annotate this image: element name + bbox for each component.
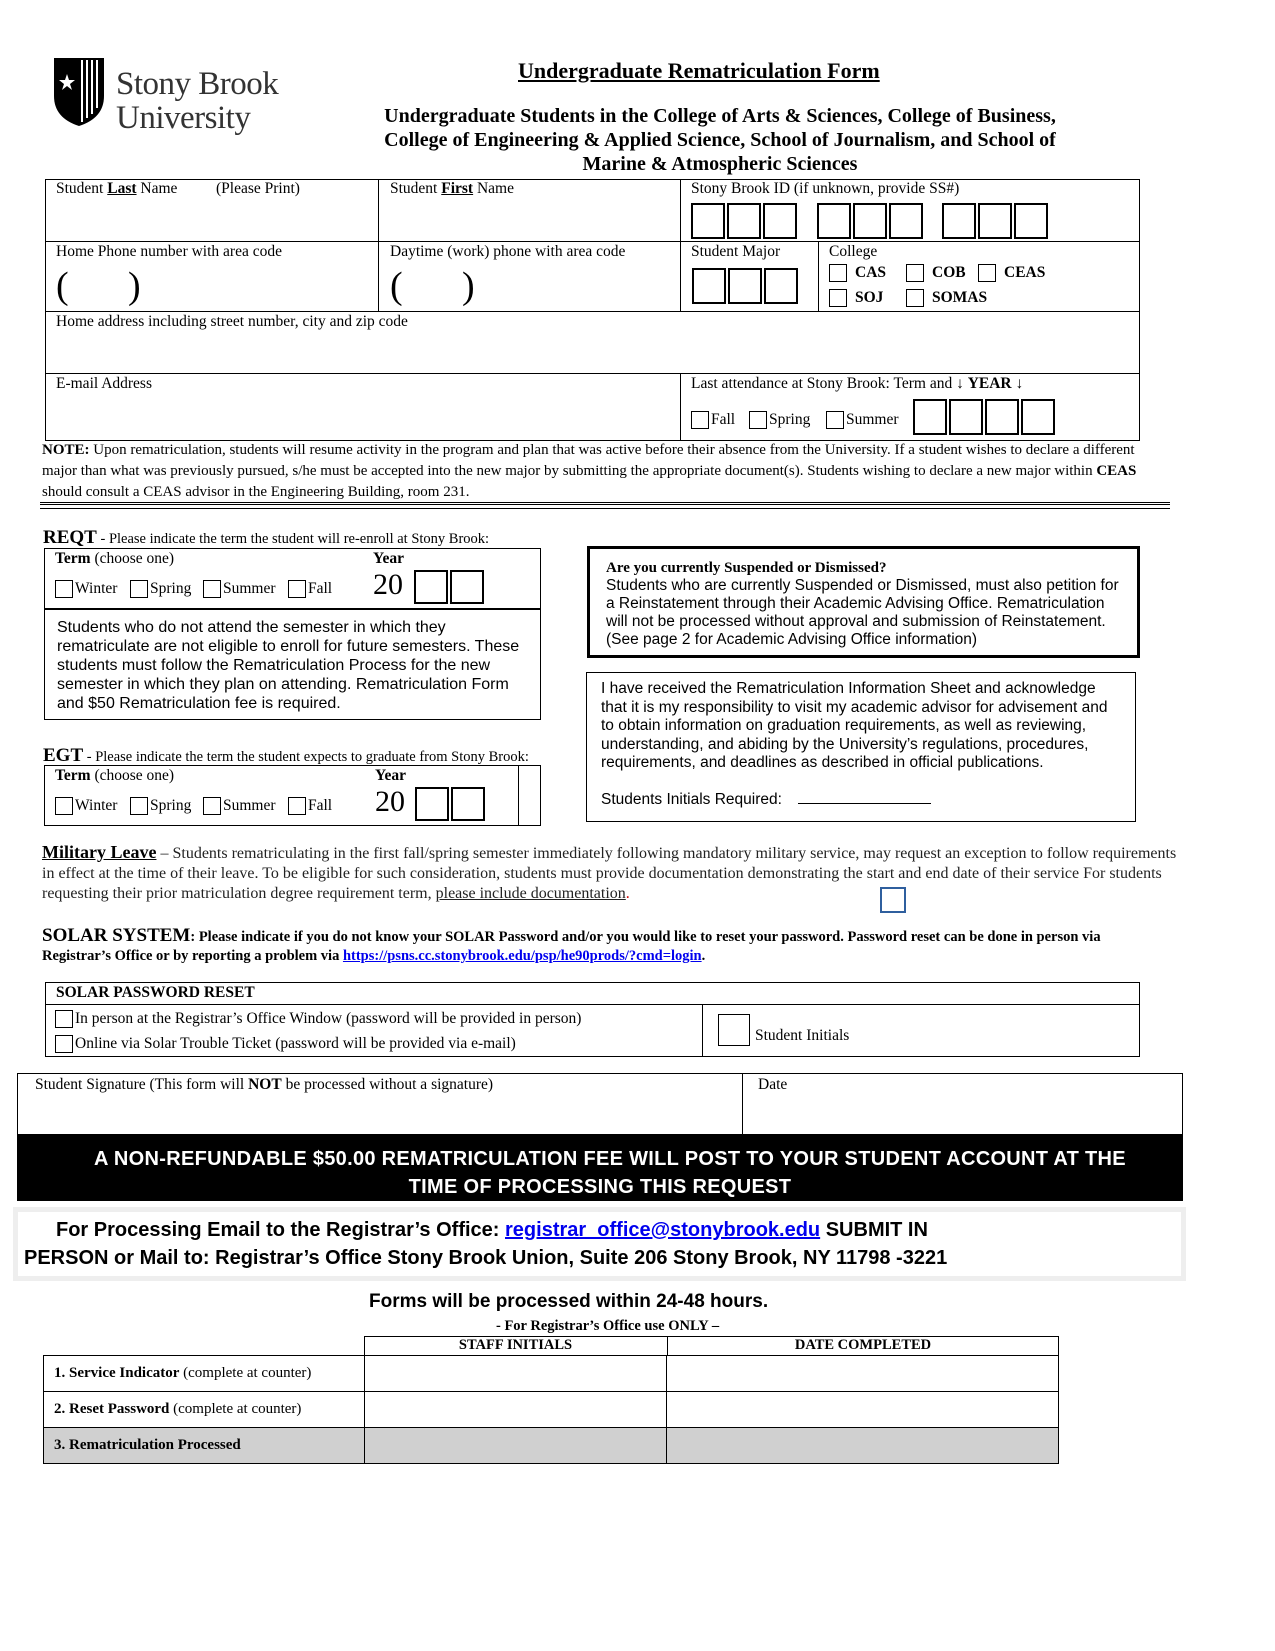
college-label: College bbox=[829, 243, 878, 260]
last-term-fall[interactable]: Fall bbox=[691, 411, 735, 429]
egt-heading: EGT - Please indicate the term the student expects to graduate from Stony Brook: bbox=[43, 745, 529, 766]
egt-term-label: Term (choose one) bbox=[55, 767, 175, 784]
egt-term-summer[interactable]: Summer bbox=[203, 797, 276, 815]
reqt-term-label: Term (choose one) bbox=[55, 550, 175, 567]
reqt-term-fall[interactable]: Fall bbox=[288, 580, 332, 598]
checkbox[interactable] bbox=[55, 797, 73, 815]
initials-required-label: Students Initials Required: bbox=[601, 790, 1121, 809]
address-input[interactable] bbox=[50, 334, 1134, 370]
checkbox[interactable] bbox=[288, 580, 306, 598]
date-completed-cell[interactable] bbox=[667, 1392, 1059, 1428]
table-row bbox=[44, 1428, 1059, 1464]
fee-banner-line: TIME OF PROCESSING THIS REQUEST bbox=[408, 1176, 792, 1198]
checkbox[interactable] bbox=[691, 411, 709, 429]
signature-label: Student Signature (This form will NOT be processed without a signature) bbox=[35, 1076, 494, 1093]
solar-option-online[interactable]: Online via Solar Trouble Ticket (password will be provided via e-mail) bbox=[55, 1035, 516, 1053]
college-option-ceas[interactable]: CEAS bbox=[978, 264, 1045, 282]
email-label: E-mail Address bbox=[56, 375, 152, 392]
reqt-info-box bbox=[44, 609, 541, 720]
col-date-completed: DATE COMPLETED bbox=[794, 1337, 932, 1353]
university-logo bbox=[52, 56, 292, 136]
solar-link[interactable]: https://psns.cc.stonybrook.edu/psp/he90prods/?cmd=login bbox=[342, 948, 702, 964]
reqt-year-prefix: 20 bbox=[373, 568, 403, 601]
checkbox[interactable] bbox=[55, 580, 73, 598]
military-documentation-checkbox[interactable] bbox=[880, 887, 906, 913]
processing-box bbox=[13, 1207, 1186, 1281]
checkbox[interactable] bbox=[288, 797, 306, 815]
processing-line: For Processing Email to the Registrar’s Office: registrar_office@stonybrook.edu SUBMIT IN bbox=[56, 1219, 928, 1241]
reqt-info-text: Students who do not attend the semester in which they rematriculate are not eligible to enroll for future semesters. These students must follow the Rematriculation Process for the new semester in which they plan on attending. Rematriculation Form and $50 Rematriculation fee is required. bbox=[57, 619, 520, 712]
checkbox[interactable] bbox=[203, 797, 221, 815]
note-paragraph: NOTE: Upon rematriculation, students will resume activity in the program and plan that was active before their absence from the University. If a student wishes to declare a different major than what was previously pursued, s/he must be accepted into the new major by submitting the appropriate document(s). Students wishing to declare a new major within CEAS should consult a CEAS advisor in the Engineering Building, room 231. bbox=[42, 442, 1137, 500]
student-initials-box[interactable] bbox=[718, 1014, 750, 1046]
row-label: 1. Service Indicator (complete at counter) bbox=[44, 1356, 365, 1392]
reqt-year-label: Year bbox=[373, 550, 404, 567]
row-label: 3. Rematriculation Processed bbox=[44, 1428, 365, 1464]
address-label: Home address including street number, city and zip code bbox=[56, 313, 408, 330]
subtitle-line: College of Engineering & Applied Science, School of Journalism, and School of bbox=[384, 129, 1056, 151]
email-input[interactable] bbox=[50, 398, 674, 436]
last-name-input[interactable] bbox=[50, 202, 374, 238]
college-option-somas[interactable]: SOMAS bbox=[906, 289, 987, 307]
reqt-heading: REQT - Please indicate the term the student will re-enroll at Stony Brook: bbox=[43, 527, 490, 548]
acknowledge-box bbox=[586, 672, 1136, 822]
last-name-label: Student Last Name bbox=[56, 180, 178, 197]
divider bbox=[40, 502, 1170, 509]
checkbox[interactable] bbox=[55, 1035, 73, 1053]
egt-term-winter[interactable]: Winter bbox=[55, 797, 117, 815]
work-phone-label: Daytime (work) phone with area code bbox=[390, 243, 626, 260]
college-option-cas[interactable]: CAS bbox=[829, 264, 886, 282]
staff-initials-cell[interactable] bbox=[365, 1356, 667, 1392]
checkbox[interactable] bbox=[749, 411, 767, 429]
table-row bbox=[44, 1356, 1059, 1392]
college-option-cob[interactable]: COB bbox=[906, 264, 966, 282]
col-staff-initials: STAFF INITIALS bbox=[458, 1337, 573, 1353]
subtitle-line: Undergraduate Students in the College of Arts & Sciences, College of Business, bbox=[384, 105, 1056, 127]
fee-banner bbox=[17, 1135, 1183, 1201]
fee-banner-line: A NON-REFUNDABLE $50.00 REMATRICULATION FEE WILL POST TO YOUR STUDENT ACCOUNT AT THE bbox=[94, 1148, 1126, 1170]
shield-icon bbox=[52, 56, 106, 128]
checkbox[interactable] bbox=[906, 289, 924, 307]
checkbox[interactable] bbox=[829, 289, 847, 307]
work-phone-paren-close: ) bbox=[462, 265, 475, 307]
date-input[interactable] bbox=[750, 1098, 1179, 1132]
home-phone-input[interactable] bbox=[150, 270, 374, 306]
home-phone-paren-close: ) bbox=[128, 265, 141, 307]
reqt-term-winter[interactable]: Winter bbox=[55, 580, 117, 598]
egt-term-fall[interactable]: Fall bbox=[288, 797, 332, 815]
suspended-title: Are you currently Suspended or Dismissed? bbox=[606, 560, 887, 576]
last-term-spring[interactable]: Spring bbox=[749, 411, 810, 429]
egt-term-spring[interactable]: Spring bbox=[130, 797, 191, 815]
date-label: Date bbox=[758, 1076, 788, 1093]
checkbox[interactable] bbox=[203, 580, 221, 598]
date-completed-cell[interactable] bbox=[667, 1356, 1059, 1392]
date-completed-cell[interactable] bbox=[667, 1428, 1059, 1464]
suspended-text: Students who are currently Suspended or Dismissed, must also petition for a Reinstatement through their Academic Advising Office. Rematriculation will not be processed without approval and submission of Reinstatement. (See page 2 for Academic Advising Office information) bbox=[606, 577, 1119, 648]
checkbox[interactable] bbox=[829, 264, 847, 282]
sbid-label: Stony Brook ID (if unknown, provide SS#) bbox=[691, 180, 960, 197]
work-phone-paren-open: ( bbox=[390, 265, 403, 307]
reqt-term-spring[interactable]: Spring bbox=[130, 580, 191, 598]
table-row bbox=[44, 1392, 1059, 1428]
checkbox[interactable] bbox=[130, 580, 148, 598]
staff-initials-cell[interactable] bbox=[365, 1428, 667, 1464]
suspended-notice-box bbox=[587, 546, 1140, 658]
home-phone-label: Home Phone number with area code bbox=[56, 243, 282, 260]
student-initials-label: Student Initials bbox=[755, 1027, 850, 1044]
checkbox[interactable] bbox=[130, 797, 148, 815]
staff-initials-cell[interactable] bbox=[365, 1392, 667, 1428]
logo-line1: Stony Brook bbox=[116, 66, 279, 102]
reqt-term-summer[interactable]: Summer bbox=[203, 580, 276, 598]
initials-line[interactable] bbox=[798, 803, 931, 804]
checkbox[interactable] bbox=[55, 1010, 73, 1028]
major-label: Student Major bbox=[691, 243, 781, 260]
please-print-label: (Please Print) bbox=[216, 180, 300, 197]
first-name-input[interactable] bbox=[384, 202, 678, 238]
processing-address: PERSON or Mail to: Registrar’s Office Stony Brook Union, Suite 206 Stony Brook, NY 11798 -3221 bbox=[24, 1247, 948, 1269]
signature-input[interactable] bbox=[25, 1098, 739, 1132]
registrar-email-link[interactable]: registrar_office@stonybrook.edu bbox=[505, 1219, 821, 1241]
acknowledge-text: I have received the Rematriculation Information Sheet and acknowledge that it is my responsibility to visit my academic advisor for advisement and to obtain information on graduation requirements, as well as reviewing, understanding, and abiding by the University’s regulations, procedures, requirements, and deadlines as described in official publications. bbox=[601, 680, 1108, 771]
egt-year-label: Year bbox=[375, 767, 406, 784]
military-leave-paragraph: Military Leave – Students rematriculating in the first fall/spring semester immediately following mandatory military service, may request an exception to follow requirements in effect at the time of their leave. To be eligible for such consideration, students must provide documentation demonstrating the start and end date of their service For students requesting their prior matriculation degree requirement term, please include documentation. bbox=[42, 842, 1177, 902]
office-use-table bbox=[43, 1355, 1059, 1464]
egt-year-prefix: 20 bbox=[375, 785, 405, 818]
college-option-soj[interactable]: SOJ bbox=[829, 289, 883, 307]
processing-timing: Forms will be processed within 24-48 hours. bbox=[369, 1291, 769, 1312]
work-phone-input[interactable] bbox=[484, 270, 678, 306]
checkbox[interactable] bbox=[826, 411, 844, 429]
form-subtitle bbox=[330, 104, 1110, 176]
last-term-summer[interactable]: Summer bbox=[826, 411, 899, 429]
subtitle-line: Marine & Atmospheric Sciences bbox=[582, 153, 858, 175]
row-label: 2. Reset Password (complete at counter) bbox=[44, 1392, 365, 1428]
solar-option-in-person[interactable]: In person at the Registrar’s Office Window (password will be provided in person) bbox=[55, 1010, 581, 1028]
solar-paragraph: SOLAR SYSTEM: Please indicate if you do not know your SOLAR Password and/or you would like to reset your password. Password reset can be done in person via Registrar’s Office or by reporting a problem via https://psns.cc.stonybrook.edu/psp/he90prods/?cmd=login. bbox=[42, 925, 1101, 964]
checkbox[interactable] bbox=[978, 264, 996, 282]
checkbox[interactable] bbox=[906, 264, 924, 282]
solar-reset-title: SOLAR PASSWORD RESET bbox=[56, 984, 255, 1001]
home-phone-paren-open: ( bbox=[56, 265, 69, 307]
first-name-label: Student First Name bbox=[390, 180, 514, 197]
logo-line2: University bbox=[116, 100, 251, 136]
office-use-title: - For Registrar’s Office use ONLY – bbox=[496, 1318, 720, 1334]
last-attendance-label: Last attendance at Stony Brook: Term and ↓ YEAR ↓ bbox=[691, 375, 1024, 392]
form-title: Undergraduate Rematriculation Form bbox=[518, 58, 880, 83]
